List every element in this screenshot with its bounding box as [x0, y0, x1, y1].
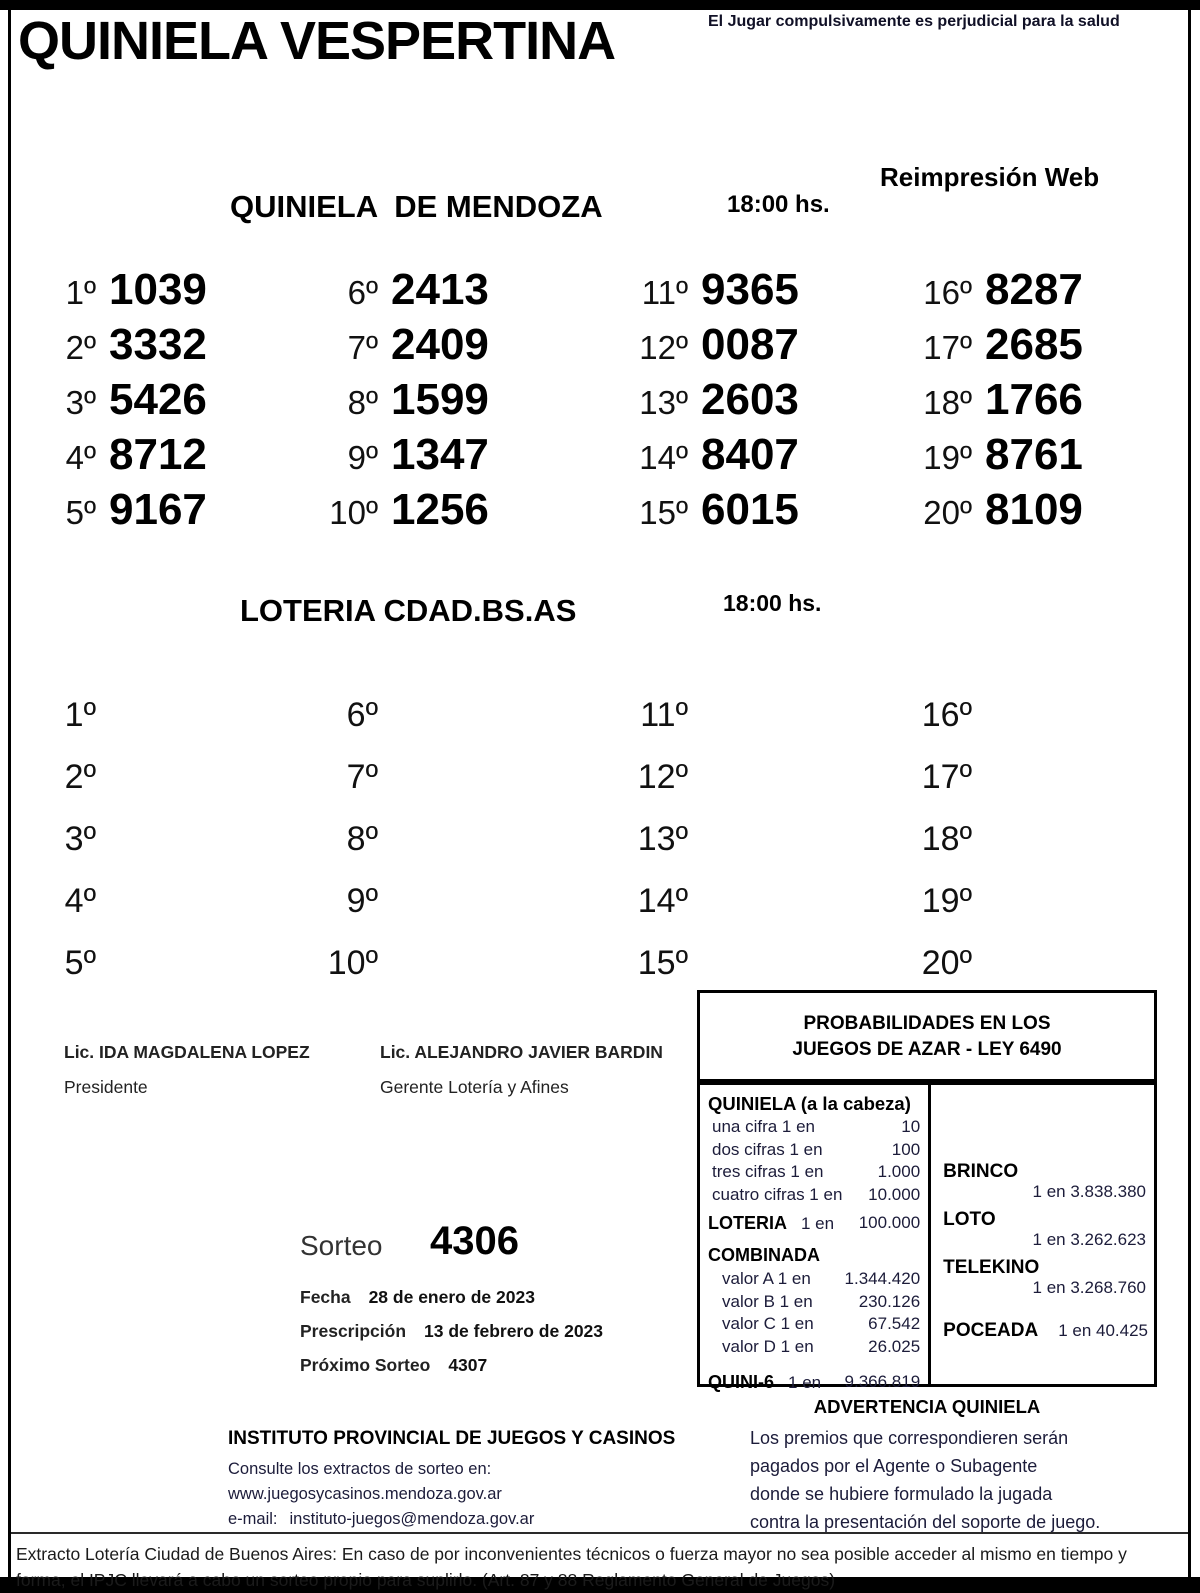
signer-role: Presidente [64, 1077, 148, 1097]
result-position: 20º [921, 944, 972, 982]
result-cell [570, 427, 840, 482]
result-position: 10º [329, 494, 378, 531]
result-position: 7º [346, 758, 378, 796]
probabilities-body [697, 1082, 1157, 1392]
empty-result-cell [840, 808, 1140, 870]
footer-divider [11, 1532, 1188, 1534]
result-cell [840, 482, 1140, 537]
odds-row [708, 1268, 920, 1291]
result-number: 1256 [391, 485, 489, 534]
loteria-odds-label: LOTERIA [708, 1213, 787, 1233]
odds-row [708, 1313, 920, 1336]
result-number: 2413 [391, 265, 489, 314]
empty-result-cell [570, 808, 840, 870]
combinada-header: COMBINADA [708, 1245, 820, 1265]
result-cell [298, 317, 570, 372]
advertencia-title: ADVERTENCIA QUINIELA [813, 1396, 1041, 1417]
empty-result-cell [40, 932, 298, 994]
sorteo-number: 4306 [430, 1219, 519, 1263]
loteria-odds-mid: 1 en [801, 1214, 835, 1233]
signer-role: Gerente Lotería y Afines [380, 1077, 569, 1097]
fecha-label: Fecha [300, 1287, 351, 1307]
game-odds-block [943, 1209, 1148, 1250]
result-cell [298, 372, 570, 427]
result-position: 13º [637, 820, 688, 858]
game-odds-value: 1 en 3.838.380 [1032, 1182, 1146, 1201]
result-position: 2º [65, 329, 96, 366]
bsas-section-heading: LOTERIA CDAD.BS.AS [240, 593, 577, 628]
odds-label: dos cifras 1 en [712, 1139, 823, 1159]
quini6-odds-mid: 1 en [788, 1373, 822, 1392]
result-cell [40, 372, 298, 427]
result-position: 8º [346, 820, 378, 858]
result-position: 1º [65, 274, 96, 311]
result-cell [570, 317, 840, 372]
odds-row [708, 1184, 920, 1207]
result-cell [298, 262, 570, 317]
result-position: 14º [637, 882, 688, 920]
quini6-odds-value: 9.366.819 [844, 1372, 921, 1391]
result-cell [570, 482, 840, 537]
result-position: 18º [921, 820, 972, 858]
odds-label: valor D 1 en [722, 1336, 814, 1356]
signer-name: Lic. IDA MAGDALENA LOPEZ [64, 1042, 310, 1062]
empty-result-cell [298, 684, 570, 746]
mendoza-section-heading: QUINIELA DE MENDOZA [230, 189, 603, 224]
advertencia-line: contra la presentación del soporte de juego. [750, 1512, 1101, 1532]
odds-value: 100 [891, 1139, 921, 1159]
consult-line: Consulte los extractos de sorteo en: [228, 1460, 492, 1478]
mendoza-results-grid [40, 262, 1140, 537]
institute-name: INSTITUTO PROVINCIAL DE JUEGOS Y CASINOS [228, 1428, 676, 1449]
result-number: 1766 [985, 375, 1083, 424]
result-position: 16º [923, 274, 972, 311]
result-cell [840, 372, 1140, 427]
empty-result-cell [298, 870, 570, 932]
result-number: 8761 [985, 430, 1083, 479]
signer-name: Lic. ALEJANDRO JAVIER BARDIN [380, 1042, 663, 1062]
result-position: 5º [65, 494, 96, 531]
empty-result-cell [40, 808, 298, 870]
result-position: 9º [347, 439, 378, 476]
empty-result-cell [40, 746, 298, 808]
odds-row [708, 1291, 920, 1314]
next-draw-row [300, 1355, 487, 1376]
result-cell [298, 427, 570, 482]
odds-value: 1.000 [877, 1162, 921, 1181]
result-number: 8287 [985, 265, 1083, 314]
result-position: 9º [346, 882, 378, 920]
odds-row [708, 1139, 920, 1162]
game-name: POCEADA [943, 1320, 1039, 1341]
quini6-odds-label: QUINI-6 [708, 1372, 775, 1392]
bsas-results-grid [40, 684, 1140, 994]
result-number: 9167 [109, 485, 207, 534]
page-title: QUINIELA VESPERTINA [18, 11, 616, 71]
fecha-value: 28 de enero de 2023 [368, 1287, 535, 1307]
website-url: www.juegosycasinos.mendoza.gov.ar [228, 1485, 502, 1503]
result-number: 8407 [701, 430, 799, 479]
result-position: 20º [923, 494, 972, 531]
result-number: 0087 [701, 320, 799, 369]
result-position: 19º [921, 882, 972, 920]
empty-result-cell [840, 932, 1140, 994]
empty-result-cell [40, 870, 298, 932]
page-border-top [0, 0, 1200, 10]
game-name: BRINCO [943, 1161, 1019, 1182]
result-position: 15º [637, 944, 688, 982]
probabilities-title-line1: PROBABILIDADES EN LOS [803, 1013, 1051, 1034]
result-cell [570, 372, 840, 427]
odds-value: 230.126 [858, 1291, 921, 1311]
advertencia-text [750, 1424, 1100, 1536]
result-position: 11º [641, 274, 688, 311]
result-position: 11º [640, 696, 688, 734]
poceada-odds-row [943, 1320, 1148, 1341]
result-position: 3º [65, 384, 96, 421]
result-number: 5426 [109, 375, 207, 424]
result-position: 17º [923, 329, 972, 366]
odds-row [708, 1116, 920, 1139]
result-position: 7º [347, 329, 378, 366]
result-number: 2603 [701, 375, 799, 424]
result-cell [40, 262, 298, 317]
mendoza-draw-time: 18:00 hs. [727, 191, 830, 218]
empty-result-cell [298, 746, 570, 808]
odds-value: 1.344.420 [844, 1269, 921, 1288]
result-position: 6º [346, 696, 378, 734]
email-line [228, 1507, 675, 1532]
result-number: 1347 [391, 430, 489, 479]
result-position: 15º [639, 494, 688, 531]
result-position: 12º [639, 329, 688, 366]
game-odds-block [943, 1161, 1148, 1202]
result-number: 1599 [391, 375, 489, 424]
probabilities-title-line2: JUEGOS DE AZAR - LEY 6490 [792, 1039, 1062, 1060]
result-number: 2409 [391, 320, 489, 369]
result-position: 17º [921, 758, 972, 796]
odds-label: valor A 1 en [722, 1269, 811, 1288]
reprint-web-label: Reimpresión Web [880, 162, 1100, 192]
result-cell [840, 427, 1140, 482]
probabilities-box [697, 990, 1157, 1392]
page-border-left [8, 10, 11, 1577]
result-number: 1039 [109, 265, 207, 314]
result-position: 8º [347, 384, 378, 421]
result-number: 2685 [985, 320, 1083, 369]
result-number: 9365 [701, 265, 799, 314]
result-cell [840, 262, 1140, 317]
advertencia-line: Los premios que correspondieren serán [750, 1428, 1069, 1448]
result-position: 6º [347, 274, 378, 311]
empty-result-cell [840, 684, 1140, 746]
result-position: 18º [923, 384, 972, 421]
result-cell [40, 317, 298, 372]
odds-value: 26.025 [868, 1336, 921, 1356]
result-position: 10º [327, 944, 378, 982]
empty-result-cell [40, 684, 298, 746]
result-position: 12º [637, 758, 688, 796]
empty-result-cell [298, 808, 570, 870]
footer-disclaimer [16, 1541, 1186, 1593]
result-position: 13º [639, 384, 688, 421]
result-number: 6015 [701, 485, 799, 534]
game-odds-value: 1 en 40.425 [1058, 1321, 1148, 1340]
result-cell [40, 482, 298, 537]
empty-result-cell [570, 746, 840, 808]
result-cell [840, 317, 1140, 372]
prescripcion-label: Prescripción [300, 1321, 407, 1341]
empty-result-cell [298, 932, 570, 994]
health-warning-text: El Jugar compulsivamente es perjudicial para la salud [708, 13, 1120, 30]
empty-result-cell [570, 870, 840, 932]
quini6-odds-row [708, 1370, 920, 1395]
quiniela-odds-header: QUINIELA (a la cabeza) [708, 1093, 911, 1114]
game-odds-value: 1 en 3.262.623 [1032, 1230, 1146, 1249]
sorteo-label: Sorteo [300, 1230, 383, 1261]
game-odds-value: 1 en 3.268.760 [1032, 1278, 1146, 1297]
result-position: 3º [64, 820, 96, 858]
result-position: 2º [64, 758, 96, 796]
result-number: 3332 [109, 320, 207, 369]
odds-label: valor C 1 en [722, 1314, 814, 1333]
empty-result-cell [840, 746, 1140, 808]
odds-label: valor B 1 en [722, 1291, 813, 1311]
proximo-sorteo-value: 4307 [448, 1355, 488, 1375]
result-position: 5º [64, 944, 96, 982]
odds-value: 10 [901, 1117, 921, 1136]
advertencia-line: donde se hubiere formulado la jugada [750, 1484, 1053, 1504]
odds-value: 10.000 [868, 1184, 921, 1204]
result-number: 8109 [985, 485, 1083, 534]
loteria-odds-row [708, 1211, 920, 1236]
result-position: 16º [921, 696, 972, 734]
signature-block-president [64, 1042, 310, 1098]
prescription-row [300, 1321, 603, 1342]
footer-line: Extracto Lotería Ciudad de Buenos Aires: En caso de por inconvenientes técnicos o fuerza mayor no sea posible acceder al mismo en tiempo y [16, 1544, 1127, 1564]
game-name: LOTO [943, 1209, 996, 1230]
draw-date-row [300, 1287, 535, 1308]
result-cell [298, 482, 570, 537]
result-number: 8712 [109, 430, 207, 479]
proximo-sorteo-label: Próximo Sorteo [300, 1355, 431, 1375]
empty-result-cell [840, 870, 1140, 932]
loteria-odds-value: 100.000 [858, 1213, 921, 1232]
email-label: e-mail: [228, 1510, 278, 1528]
odds-label: cuatro cifras 1 en [712, 1184, 843, 1204]
odds-value: 67.542 [868, 1314, 921, 1333]
game-name: TELEKINO [943, 1257, 1040, 1278]
bsas-draw-time: 18:00 hs. [723, 590, 822, 616]
result-position: 14º [639, 439, 688, 476]
prescripcion-value: 13 de febrero de 2023 [424, 1321, 604, 1341]
odds-row [708, 1161, 920, 1184]
result-position: 19º [923, 439, 972, 476]
result-position: 1º [64, 696, 96, 734]
result-position: 4º [64, 882, 96, 920]
game-odds-block [943, 1257, 1148, 1298]
probabilities-title [697, 990, 1157, 1082]
probabilities-right-column [931, 1085, 1154, 1384]
odds-row [708, 1336, 920, 1359]
email-address: instituto-juegos@mendoza.gov.ar [289, 1510, 535, 1528]
page-border-right [1188, 10, 1191, 1577]
probabilities-left-column [700, 1085, 931, 1392]
result-position: 4º [65, 439, 96, 476]
result-cell [40, 427, 298, 482]
footer-line: forma, el IPJC llevará a cabo un sorteo propio para suplirlo. (Art. 87 y 88 Reglamento General de Juegos) [16, 1570, 836, 1590]
result-cell [570, 262, 840, 317]
odds-label: una cifra 1 en [712, 1117, 816, 1136]
advertencia-line: pagados por el Agente o Subagente [750, 1456, 1038, 1476]
institute-block [228, 1428, 675, 1532]
signature-block-manager [380, 1042, 663, 1098]
empty-result-cell [570, 684, 840, 746]
odds-label: tres cifras 1 en [712, 1162, 824, 1181]
empty-result-cell [570, 932, 840, 994]
